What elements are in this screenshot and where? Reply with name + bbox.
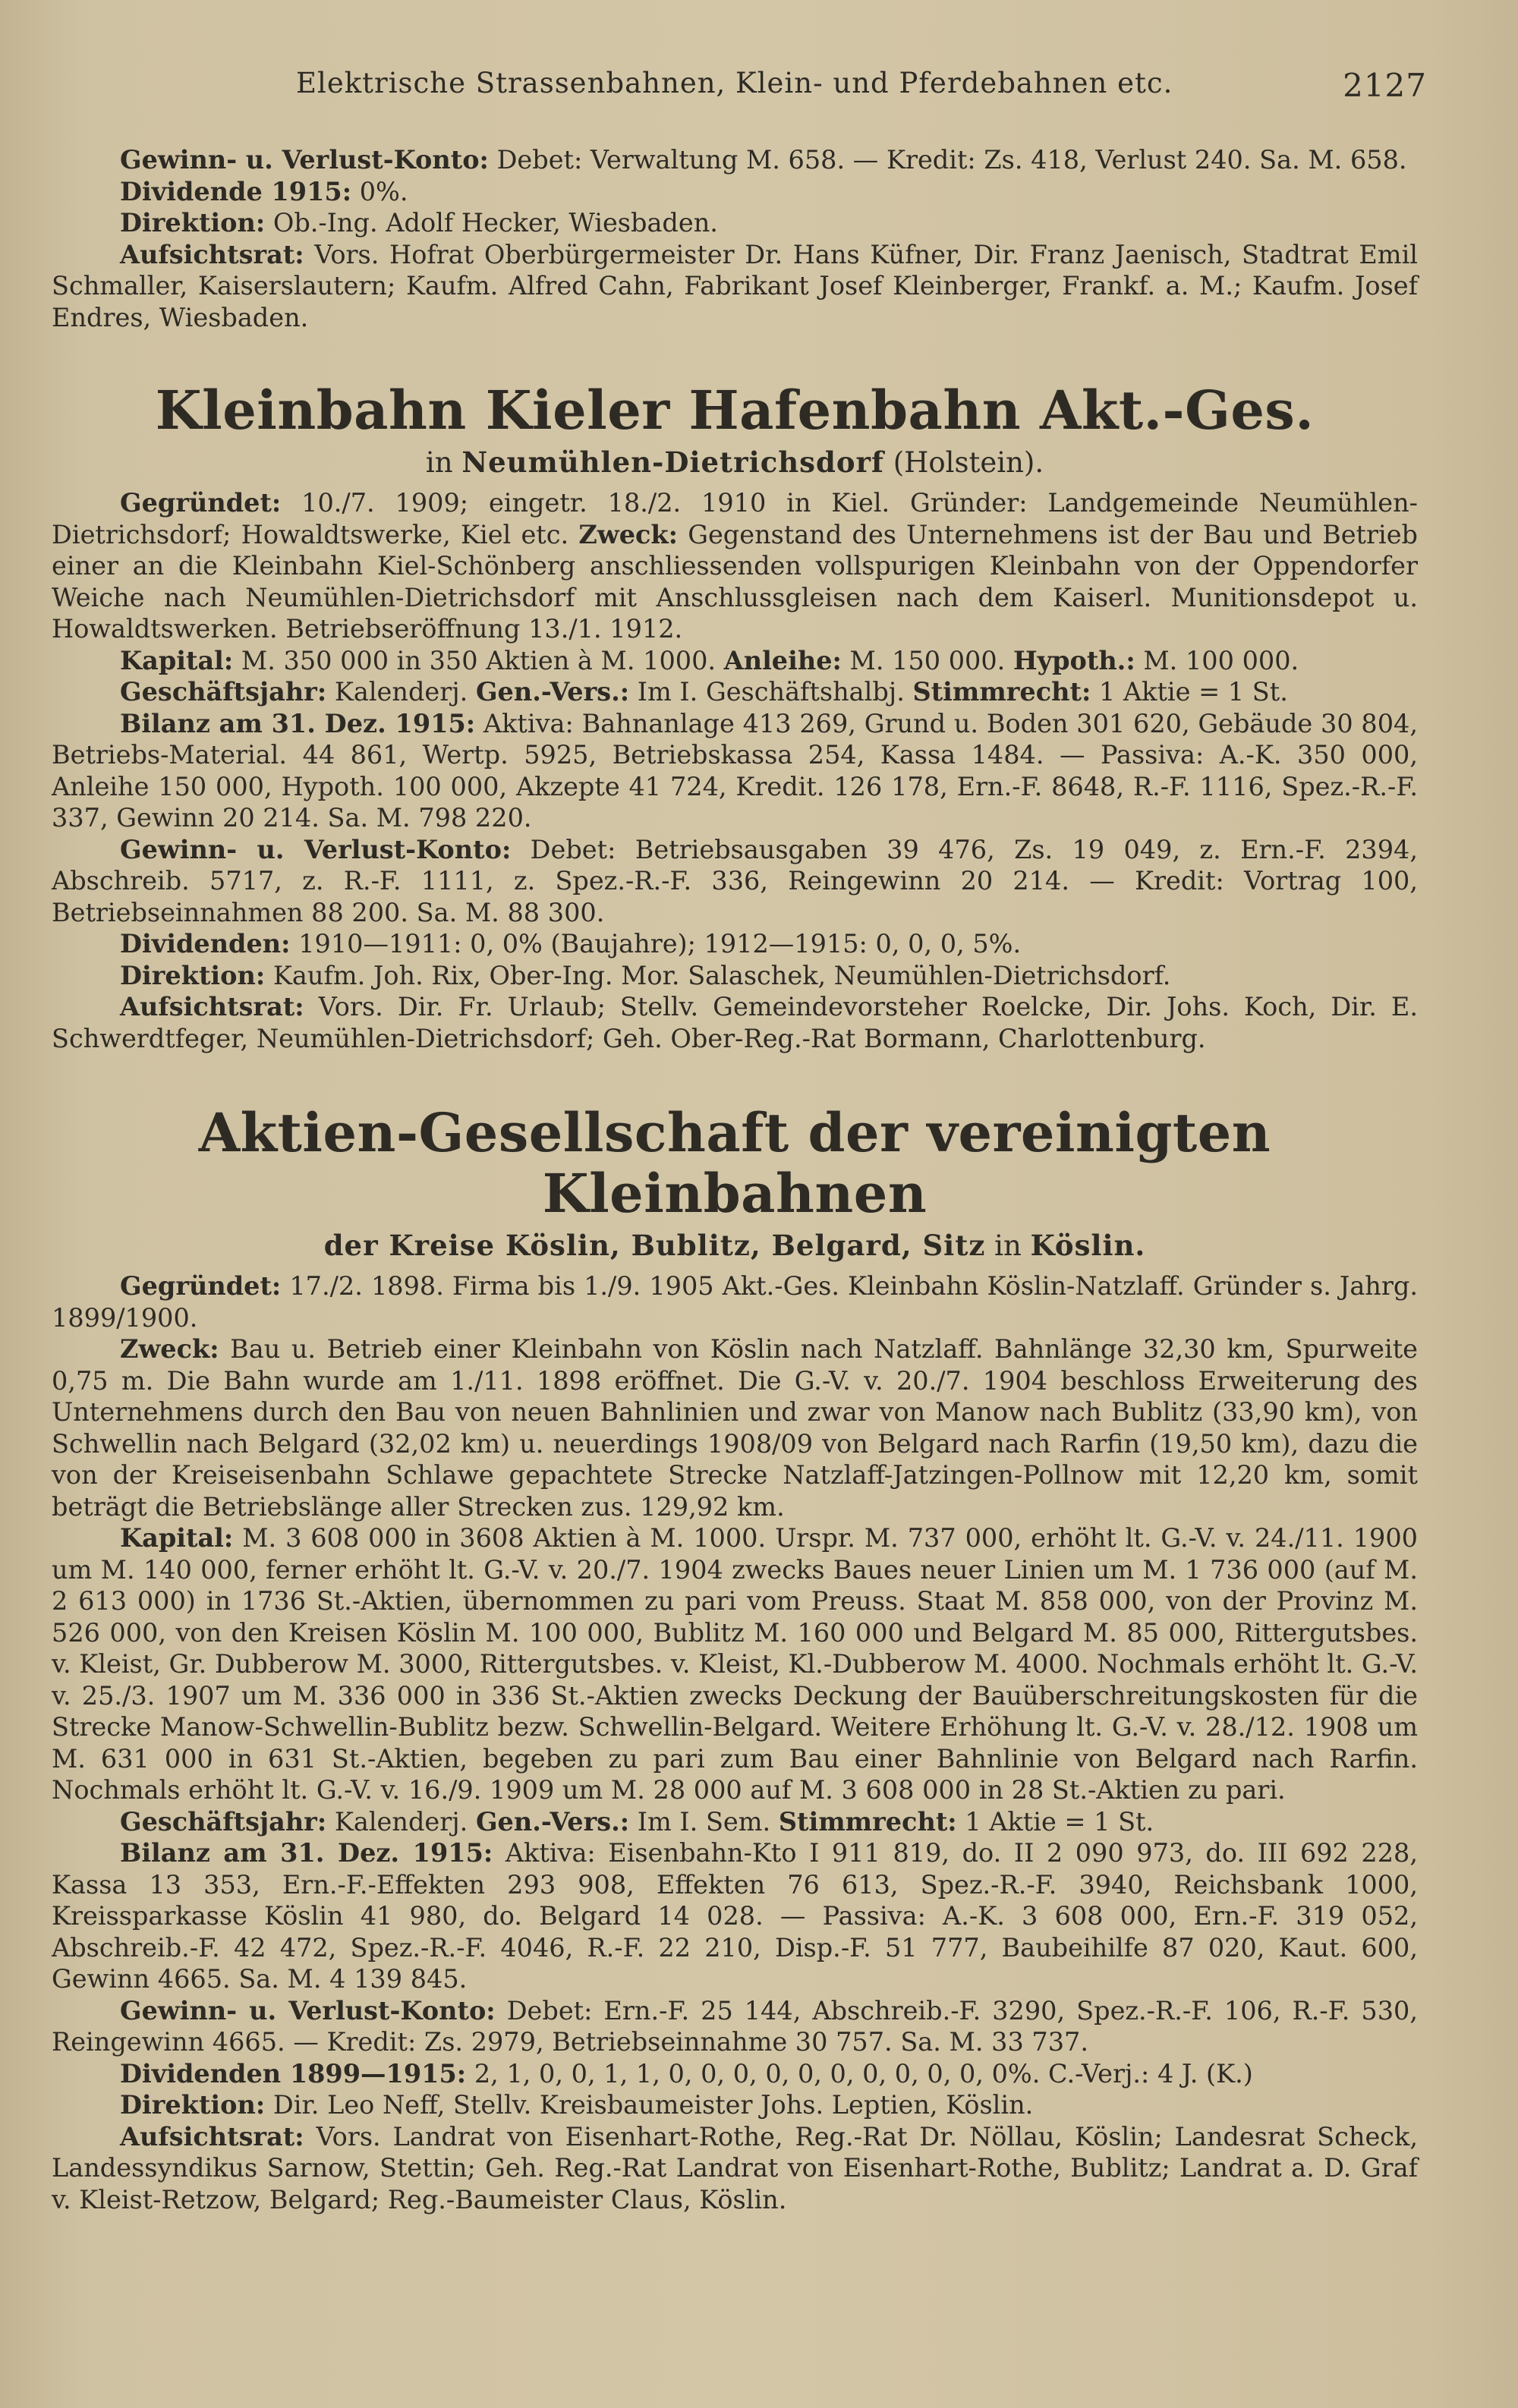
text: 2, 1, 0, 0, 1, 1, 0, 0, 0, 0, 0, 0, 0, 0, 0, 0, 0%. C.-Verj.: 4 J. (K.) <box>474 2058 1253 2089</box>
label: Aufsichtsrat: <box>120 239 304 269</box>
text: Dir. Leo Neff, Stellv. Kreisbaumeister Johs. Leptien, Köslin. <box>272 2090 1034 2120</box>
subtitle-pre: in <box>425 446 453 479</box>
subtitle-mid: in <box>994 1229 1022 1262</box>
label: Dividenden: <box>120 929 291 958</box>
text: Aktiva: Bahnanlage 413 269, Grund u. Boden 301 620, Gebäude 30 804, Betriebs-Material. 44 861, Wertp. 5925, Betriebskassa 254, Kassa 1484. — Passiva: A.-K. 350 000, Anleihe 150 000, Hypoth. 100 000, Akzepte 41 724, Kredit. 126 178, Ern.-F. 8648, R.-F. 1116, Spez.-R.-F. 337, Gewinn 20 214. Sa. M. 798 220. <box>52 708 1419 833</box>
label: Direktion: <box>120 208 266 238</box>
subtitle-post: (Holstein). <box>893 446 1044 479</box>
text: 17./2. 1898. Firma bis 1./9. 1905 Akt.-Ges. Kleinbahn Köslin-Natzlaff. Gründer s. Jahrg. 1899/1900. <box>52 1271 1418 1333</box>
label: Zweck: <box>578 519 678 549</box>
kiel-kapital <box>52 645 1418 677</box>
label: Stimmrecht: <box>912 677 1091 707</box>
label: Aufsichtsrat: <box>120 2121 304 2151</box>
koeslin-guv <box>52 1995 1418 2058</box>
subtitle-place: Köslin. <box>1030 1229 1146 1262</box>
label: Gewinn- u. Verlust-Konto: <box>120 834 512 864</box>
text: Kaufm. Joh. Rix, Ober-Ing. Mor. Salaschek, Neumühlen-Dietrichsdorf. <box>272 960 1171 990</box>
text: 1 Aktie = 1 St. <box>1099 677 1288 707</box>
label: Kapital: <box>120 645 234 675</box>
subtitle-kreise: der Kreise Köslin, Bublitz, Belgard, Sitz <box>323 1229 986 1262</box>
label: Gegründet: <box>120 488 282 518</box>
kiel-aufsichtsrat <box>52 991 1418 1054</box>
text: Aktiva: Eisenbahn-Kto I 911 819, do. II 2 090 973, do. III 692 228, Kassa 13 353, Ern.-F.-Effekten 293 908, Effekten 76 613, Spez.-R.-F. 3940, Reichsbank 1000, Kreissparkasse Köslin 41 980, do. Belgard 14 028. — Passiva: A.-K. 3 608 000, Ern.-F. 319 052, Abschreib.-F. 42 472, Spez.-R.-F. 4046, R.-F. 22 210, Disp.-F. 51 777, Baubeihilfe 87 020, Kaut. 600, Gewinn 4665. Sa. M. 4 139 845. <box>52 1838 1419 1994</box>
koeslin-kapital <box>52 1522 1418 1806</box>
koeslin-zweck <box>52 1333 1418 1522</box>
kiel-dividenden <box>52 928 1418 960</box>
label: Kapital: <box>120 1523 234 1553</box>
text: Debet: Ern.-F. 25 144, Abschreib.-F. 3290, Spez.-R.-F. 106, R.-F. 530, Reingewinn 4665. — Kredit: Zs. 2979, Betriebseinnahme 30 757. Sa. M. 33 737. <box>52 1995 1418 2057</box>
koeslin-bilanz <box>52 1837 1418 1995</box>
text: M. 3 608 000 in 3608 Aktien à M. 1000. Urspr. M. 737 000, erhöht lt. G.-V. v. 24./11. 1900 um M. 140 000, ferner erhöht lt. G.-V. v. 20./7. 1904 zwecks Baues neuer Linien um M. 1 736 000 (auf M. 2 613 000) in 1736 St.-Aktien, übernommen zu pari vom Preuss. Staat M. 858 000, von der Provinz M. 526 000, von den Kreisen Köslin M. 100 000, Bublitz M. 160 000 und Belgard M. 85 000, Rittergutsbes. v. Kleist, Gr. Dubberow M. 3000, Rittergutsbes. v. Kleist, Kl.-Dubberow M. 4000. Nochmals erhöht lt. G.-V. v. 25./3. 1907 um M. 336 000 in 336 St.-Aktien zwecks Deckung der Bauüberschreitungskosten für die Strecke Manow-Schwellin-Bublitz bezw. Schwellin-Belgard. Weitere Erhöhung lt. G.-V. v. 28./12. 1908 um M. 631 000 in 631 St.-Aktien, begeben zu pari zum Bau einer Bahnlinie von Belgard nach Rarfin. Nochmals erhöht lt. G.-V. v. 16./9. 1909 um M. 28 000 auf M. 3 608 000 in 28 St.-Aktien zu pari. <box>52 1523 1418 1805</box>
label: Gen.-Vers.: <box>475 677 630 707</box>
kiel-title: Kleinbahn Kieler Hafenbahn Akt.-Ges. <box>155 379 1315 442</box>
label: Zweck: <box>120 1334 219 1364</box>
label: Gen.-Vers.: <box>475 1806 630 1837</box>
koeslin-direktion <box>52 2089 1418 2121</box>
text: Im I. Geschäftshalbj. <box>637 677 905 707</box>
koeslin-subtitle <box>52 1227 1418 1264</box>
koeslin-gegruendet <box>52 1270 1418 1333</box>
label: Geschäftsjahr: <box>120 677 327 707</box>
label: Dividende 1915: <box>120 176 352 206</box>
label: Dividenden 1899—1915: <box>120 2058 467 2089</box>
kiel-subtitle <box>52 444 1418 481</box>
text: Debet: Verwaltung M. 658. — Kredit: Zs. 418, Verlust 240. Sa. M. 658. <box>496 145 1407 175</box>
prev-guv <box>52 144 1418 176</box>
label: Bilanz am 31. Dez. 1915: <box>120 1838 493 1868</box>
running-title: Elektrische Strassenbahnen, Klein- und Pferdebahnen etc. <box>296 67 1173 99</box>
running-header <box>296 67 1427 112</box>
text: Gegenstand des Unternehmens ist der Bau und Betrieb einer an die Kleinbahn Kiel-Schönberg anschliessenden vollspurigen Kleinbahn von der Oppendorfer Weiche nach Neumühlen-Dietrichsdorf mit Anschlussgleisen nach dem Kaiserl. Munitionsdepot u. Howaldtswerken. Betriebseröffnung 13./1. 1912. <box>52 519 1419 644</box>
label: Geschäftsjahr: <box>120 1806 327 1837</box>
label: Direktion: <box>120 960 266 990</box>
text: Kalenderj. <box>334 677 468 707</box>
text: Kalenderj. <box>334 1806 468 1837</box>
text: M. 350 000 in 350 Aktien à M. 1000. <box>241 645 716 675</box>
text: 1910—1911: 0, 0% (Baujahre); 1912—1915: 0, 0, 0, 5%. <box>298 929 1022 958</box>
label: Hypoth.: <box>1013 645 1135 675</box>
label: Gewinn- u. Verlust-Konto: <box>120 145 489 175</box>
kiel-geschaeftsjahr <box>52 676 1418 708</box>
koeslin-title: Aktien-Gesellschaft der vereinigten Kleinbahnen <box>198 1101 1271 1225</box>
label: Gegründet: <box>120 1271 282 1301</box>
label: Anleihe: <box>723 645 842 675</box>
text: M. 150 000. <box>849 645 1006 675</box>
page-number: 2127 <box>1343 67 1427 104</box>
label: Stimmrecht: <box>778 1806 957 1837</box>
text: 0%. <box>359 176 408 206</box>
koeslin-dividenden <box>52 2058 1418 2090</box>
text: Vors. Hofrat Oberbürgermeister Dr. Hans Küfner, Dir. Franz Jaenisch, Stadtrat Emil Schmaller, Kaiserslautern; Kaufm. Alfred Cahn, Fabrikant Josef Kleinberger, Frankf. a. M.; Kaufm. Josef Endres, Wiesbaden. <box>52 239 1418 332</box>
text: Debet: Betriebsausgaben 39 476, Zs. 19 049, z. Ern.-F. 2394, Abschreib. 5717, z. R.-F. 1111, z. Spez.-R.-F. 336, Reingewinn 20 214. — Kredit: Vortrag 100, Betriebseinnahmen 88 200. Sa. M. 88 300. <box>52 834 1419 927</box>
label: Aufsichtsrat: <box>120 992 304 1021</box>
label: Gewinn- u. Verlust-Konto: <box>120 1995 496 2026</box>
koeslin-aufsichtsrat <box>52 2121 1418 2216</box>
prev-dividende <box>52 176 1418 208</box>
text: Im I. Sem. <box>637 1806 771 1837</box>
prev-direktion <box>52 207 1418 239</box>
text: M. 100 000. <box>1143 645 1299 675</box>
kiel-gegruendet <box>52 487 1418 645</box>
page-body <box>52 144 1418 2215</box>
kiel-direktion <box>52 960 1418 992</box>
koeslin-geschaeftsjahr <box>52 1806 1418 1838</box>
text: Vors. Dir. Fr. Urlaub; Stellv. Gemeindevorsteher Roelcke, Dir. Johs. Koch, Dir. E. Schwerdtfeger, Neumühlen-Dietrichsdorf; Geh. Ober-Reg.-Rat Bormann, Charlottenburg. <box>52 992 1419 1053</box>
subtitle-place: Neumühlen-Dietrichsdorf <box>461 445 884 479</box>
label: Direktion: <box>120 2090 266 2120</box>
text: 10./7. 1909; eingetr. 18./2. 1910 in Kiel. Gründer: Landgemeinde Neumühlen-Dietrichsdorf; Howaldtswerke, Kiel etc. <box>52 488 1418 549</box>
text: Vors. Landrat von Eisenhart-Rothe, Reg.-Rat Dr. Nöllau, Köslin; Landesrat Scheck, Landessyndikus Sarnow, Stettin; Geh. Reg.-Rat Landrat von Eisenhart-Rothe, Bublitz; Landrat a. D. Graf v. Kleist-Retzow, Belgard; Reg.-Baumeister Claus, Köslin. <box>52 2121 1418 2214</box>
prev-aufsichtsrat <box>52 239 1418 334</box>
kiel-bilanz <box>52 708 1418 834</box>
text: 1 Aktie = 1 St. <box>965 1806 1154 1837</box>
label: Bilanz am 31. Dez. 1915: <box>120 708 476 738</box>
text: Bau u. Betrieb einer Kleinbahn von Köslin nach Natzlaff. Bahnlänge 32,30 km, Spurweite 0,75 m. Die Bahn wurde am 1./11. 1898 eröffnet. Die G.-V. v. 20./7. 1904 beschloss Erweiterung des Unternehmens durch den Bau von neuen Bahnlinien und zwar von Manow nach Bublitz (33,90 km), von Schwellin nach Belgard (32,02 km) u. neuerdings 1908/09 von Belgard nach Rarfin (19,50 km), dazu die von der Kreiseisenbahn Schlawe gepachtete Strecke Natzlaff-Jatzingen-Pollnow mit 12,20 km, somit beträgt die Betriebslänge aller Strecken zus. 129,92 km. <box>52 1334 1418 1522</box>
kiel-guv <box>52 834 1418 929</box>
text: Ob.-Ing. Adolf Hecker, Wiesbaden. <box>272 208 718 238</box>
